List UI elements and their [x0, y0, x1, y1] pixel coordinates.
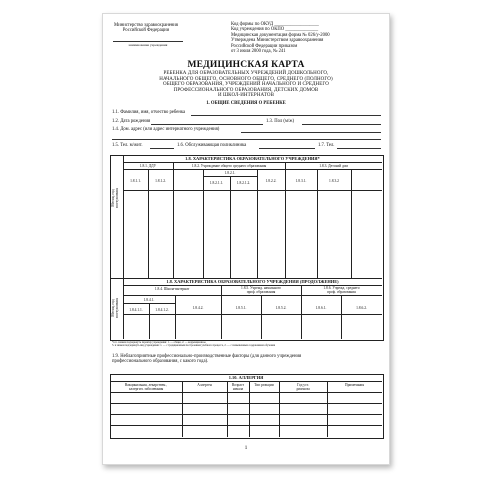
column-header: 1.8.2.1.1. — [209, 181, 224, 185]
approval-line-1: Утверждена Министерством здравоохранения — [231, 38, 324, 44]
header-line: Возраст — [231, 383, 245, 387]
divider — [230, 190, 231, 278]
column-group-header: 1.8.3. Детский дом — [319, 164, 348, 168]
divider — [327, 381, 328, 437]
column-header: 1.8.1.1. — [130, 179, 141, 183]
divider — [351, 190, 352, 278]
column-header: 1.8.6.2. — [356, 306, 367, 310]
divider — [123, 295, 382, 296]
column-header: 1.8.2.1.2. — [236, 181, 251, 185]
side-label-line: поступления — [115, 187, 119, 209]
subtitle-line: И ШКОЛ-ИНТЕРНАТОВ — [217, 93, 275, 99]
header-line: проф. образования — [327, 290, 356, 294]
divider — [123, 190, 382, 191]
item-1-9 — [112, 354, 301, 365]
field-sex-line[interactable] — [302, 124, 381, 125]
column-group-header — [301, 286, 382, 294]
side-label-line: Месяц, год — [111, 189, 115, 207]
field-label-sex: 1.3. Пол (м/ж) — [266, 119, 295, 124]
column-header: 1.8.4.1.1. — [129, 308, 143, 312]
okud-code: Код формы по ОКУД ___________________ — [231, 22, 319, 27]
divider — [221, 285, 222, 339]
field-phone-line[interactable] — [150, 148, 174, 149]
side-label-line: Месяц, год — [111, 299, 115, 317]
header-codes — [231, 22, 330, 54]
divider — [110, 425, 382, 426]
column-header-allergen: Аллерген — [197, 383, 212, 387]
field-label-name: 1.1. Фамилия, имя, отчество ребенка — [112, 110, 186, 115]
page-title: МЕДИЦИНСКАЯ КАРТА — [187, 60, 305, 70]
section-heading: 1. ОБЩИЕ СВЕДЕНИЯ О РЕБЕНКЕ — [206, 101, 286, 106]
divider — [257, 190, 258, 278]
divider — [110, 403, 382, 404]
divider — [173, 162, 174, 190]
doc-form-number: Медицинская документация форма № 026/у-2000 — [231, 32, 330, 38]
divider — [110, 392, 382, 393]
field-label-clinic-phone: 1.7. Тел. — [318, 143, 335, 148]
side-label-line: поступления — [115, 297, 119, 319]
side-label-admission — [111, 288, 119, 328]
institution-line — [113, 41, 183, 42]
divider — [110, 381, 382, 382]
footnote: *в п. знаком подчеркнуть характер учреждения: 1. — общее, 2. — коррекционное. — [112, 341, 207, 344]
column-header: 1.8.4.1.2. — [155, 308, 169, 312]
item-line: профессионального образования, с какого года). — [112, 359, 209, 365]
column-header: 1.8.4.1. — [143, 298, 155, 302]
header-line: 1.8.6. Учрежд. среднего — [323, 286, 360, 290]
divider — [341, 295, 342, 339]
header-line: Год уст. — [297, 383, 309, 387]
header-line: начала — [232, 387, 244, 391]
field-label-birthdate: 1.2. Дата рождения — [112, 119, 151, 124]
column-group-header: 1.8.4. Школа-интернат — [154, 287, 190, 291]
ministry-line-1: Министерство здравоохранения — [114, 23, 178, 28]
divider — [317, 190, 318, 278]
header-line: Вакцинальная, лекарствен., — [124, 383, 168, 387]
column-group-header: 1.8.2. Учреждение общего среднего образования — [191, 164, 267, 168]
form-page — [102, 13, 390, 465]
column-header-diagnosis-year — [279, 383, 327, 391]
institution-caption: наименование учреждения — [128, 43, 168, 47]
table-heading: 1.8. ХАРАКТЕРИСТИКА ОБРАЗОВАТЕЛЬНОГО УЧРЕЖДЕНИЯ* — [185, 156, 320, 161]
subtitle-line: ОБЩЕГО ОБРАЗОВАНИЯ, УЧРЕЖДЕНИЙ НАЧАЛЬНОГО И СРЕДНЕГО — [163, 82, 329, 88]
subtitle-line: ПРОФЕССИОНАЛЬНОГО ОБРАЗОВАНИЯ, ДЕТСКИХ ДОМОВ — [173, 87, 319, 93]
field-clinic-phone-line[interactable] — [337, 148, 381, 149]
column-header: 1.8.2.2. — [265, 179, 277, 183]
page-number: 1 — [244, 445, 248, 451]
divider — [351, 169, 352, 190]
divider — [285, 162, 286, 190]
subtitle-line: НАЧАЛЬНОГО ОБЩЕГО, ОСНОВНОГО ОБЩЕГО, СРЕДНЕГО (ПОЛНОГО) — [159, 76, 333, 82]
field-name-line[interactable] — [191, 115, 381, 116]
header-line: проф. образования — [246, 290, 276, 294]
column-header-age — [227, 383, 249, 391]
title-subtitle — [103, 71, 389, 99]
subtitle-line: РЕБЕНКА ДЛЯ ОБРАЗОВАТЕЛЬНЫХ УЧРЕЖДЕНИЙ ДОШКОЛЬНОГО, — [163, 71, 329, 76]
ministry-name — [111, 23, 181, 34]
column-header: 1.8.1.2. — [155, 179, 166, 183]
divider — [175, 295, 176, 339]
divider — [203, 190, 204, 278]
footnote: 3. в знаком подчеркнуть вид учреждения: 1. — с традиционным построением учебного процесса, 2. — с повышенным содержанием обучения — [112, 344, 275, 348]
table-heading: 1.10. АЛЛЕРГИЯ — [228, 375, 264, 380]
field-label-clinic: 1.6. Обслуживающая поликлиника — [177, 143, 247, 148]
approval-line-2: Российской Федерации приказом — [231, 43, 298, 49]
side-label-admission — [111, 178, 119, 218]
column-header: 1.8.2.1. — [224, 171, 236, 175]
column-header: 1.8.4.2. — [192, 306, 204, 310]
divider — [123, 162, 382, 163]
divider — [148, 190, 149, 278]
header-line: диагноза — [296, 387, 310, 391]
column-header-vaccination — [110, 383, 182, 391]
header-line: 1.8.5. Учрежд. начального — [241, 286, 281, 290]
column-header: 1.8.5.2. — [275, 306, 287, 310]
divider — [182, 381, 183, 437]
divider — [285, 190, 286, 278]
field-label-address: 1.4. Дом. адрес (или адрес интернатного учреждения) — [112, 127, 220, 132]
field-clinic-line[interactable] — [259, 148, 315, 149]
column-header: 1.8.5.1. — [235, 306, 247, 310]
divider — [123, 314, 382, 315]
footnotes — [112, 341, 275, 348]
divider — [173, 190, 174, 278]
divider — [301, 285, 302, 339]
item-line: 1.9. Неблагоприятные профессионально-производственные факторы (для данного учреждения — [112, 354, 302, 359]
divider — [123, 169, 382, 170]
column-header: 1.8.3.2 — [329, 179, 339, 183]
field-label-phone: 1.5. Тел. м/жит. — [112, 143, 143, 148]
column-group-header: 1.8.1. ДДУ — [139, 164, 157, 168]
divider — [110, 414, 382, 415]
okpo-code: Код учреждения по ОКПО ______________ — [231, 27, 319, 33]
table-heading: 1.8. ХАРАКТЕРИСТИКА ОБРАЗОВАТЕЛЬНОГО УЧРЕЖДЕНИЯ (ПРОДОЛЖЕНИЕ) — [166, 279, 339, 284]
field-birthdate-line[interactable] — [151, 124, 263, 125]
column-header-reaction: Тип реакции — [254, 383, 274, 387]
column-header-notes: Примечания — [345, 383, 364, 387]
ministry-line-2: Российской Федерации — [122, 28, 170, 34]
approval-line-3: от 3 июля 2000 года, № 241 — [231, 49, 286, 55]
column-group-header — [221, 286, 301, 294]
divider — [261, 295, 262, 339]
column-header: 1.8.6.1. — [315, 306, 327, 310]
divider — [249, 381, 250, 437]
field-address-line[interactable] — [241, 132, 381, 133]
column-header: 1.8.3.1. — [295, 179, 307, 183]
header-line: аллергич. заболевания — [128, 387, 164, 391]
field-address-line-2[interactable] — [112, 139, 381, 140]
